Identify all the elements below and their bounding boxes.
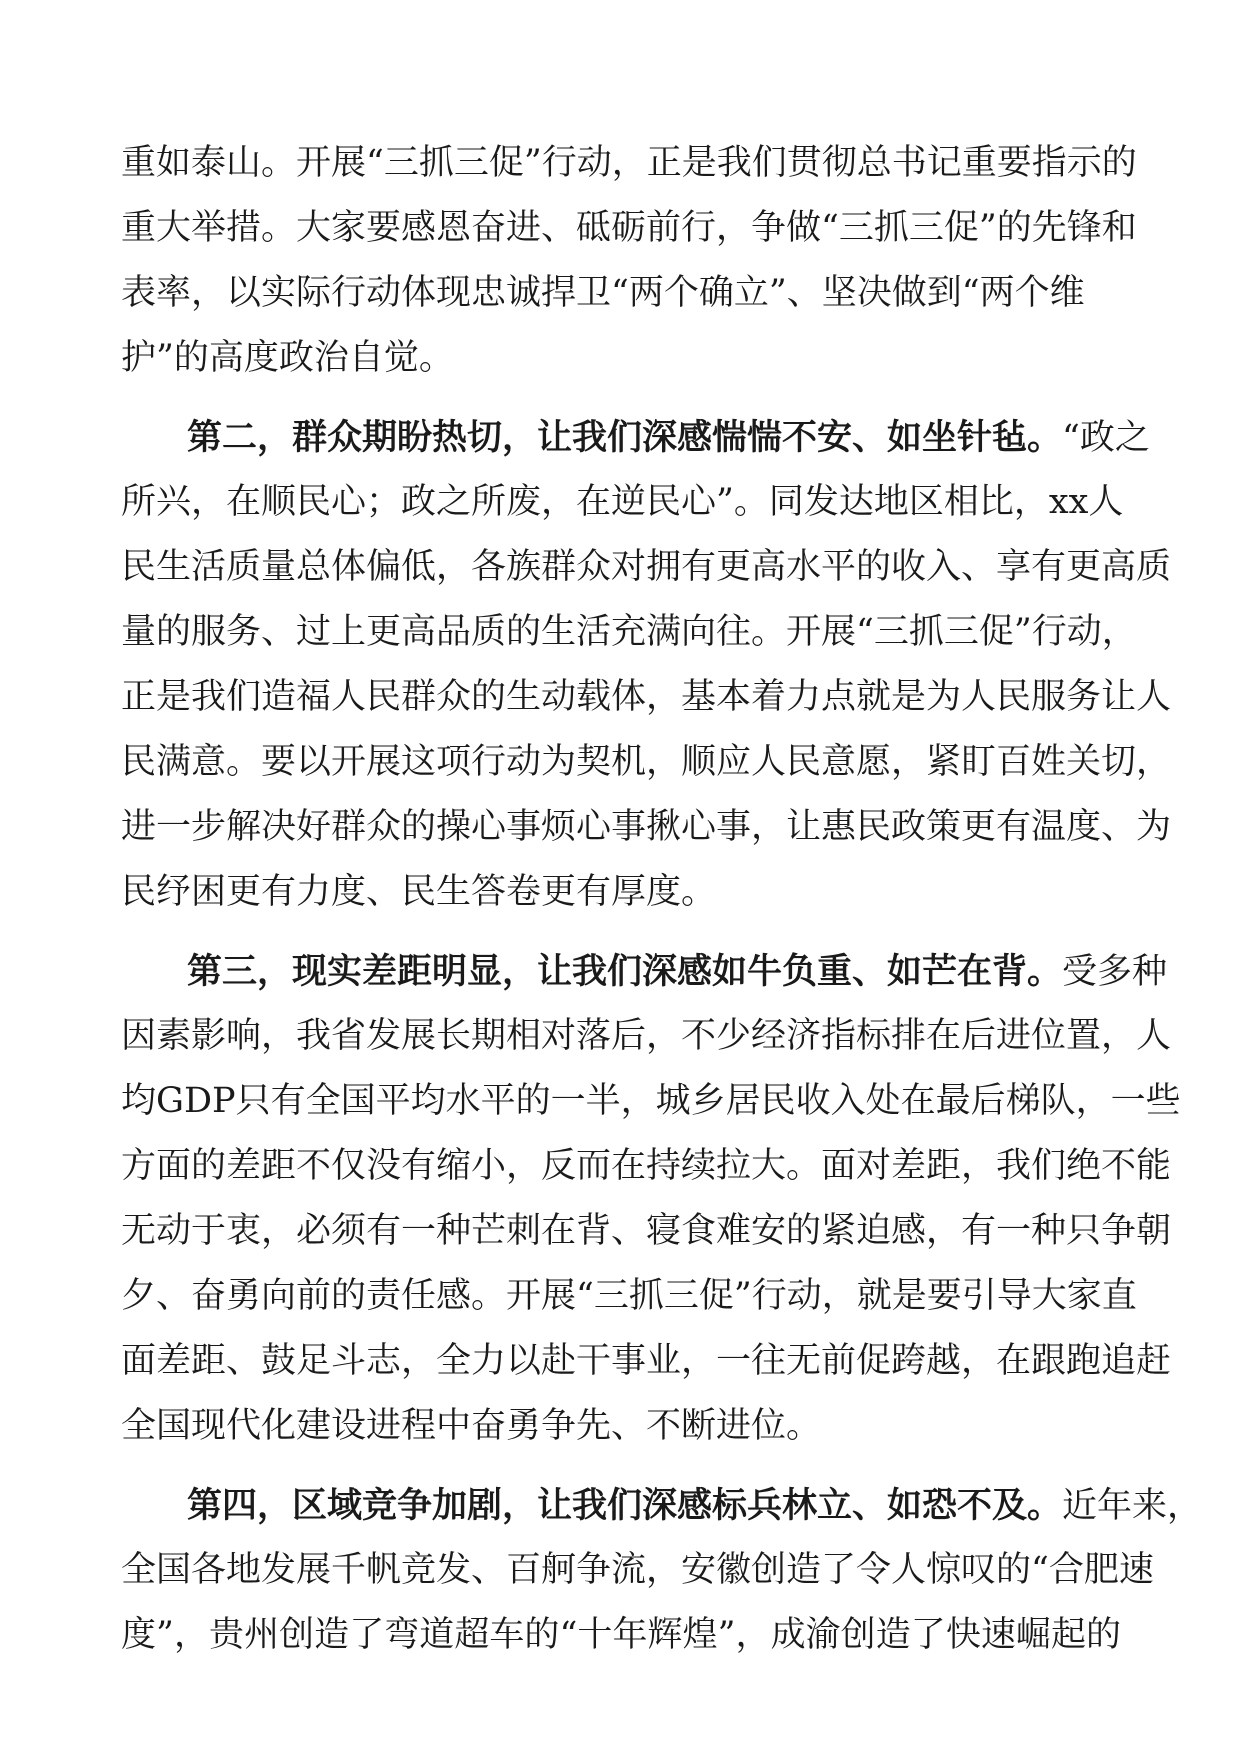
text-run: 夕、奋勇向前的责任感。开展“三抓三促”行动，就是要引导大家直 <box>121 1276 1137 1316</box>
text-line <box>121 1394 1121 1459</box>
paragraph-heading: 第四，区域竞争加剧，让我们深感标兵林立、如恐不及。 <box>187 1485 1063 1526</box>
text-line <box>121 1603 1121 1668</box>
text-run: 近年来， <box>1062 1486 1203 1526</box>
text-run: 重如泰山。开展“三抓三促”行动，正是我们贯彻总书记重要指示的 <box>121 143 1137 183</box>
text-run: 因素影响，我省发展长期相对落后，不少经济指标排在后进位置，人 <box>121 1016 1172 1056</box>
text-line <box>121 1069 1181 1134</box>
text-run: 受多种 <box>1062 952 1168 992</box>
paragraph-second-point <box>121 405 1172 925</box>
text-line <box>121 535 1172 600</box>
text-run: 民纾困更有力度、民生答卷更有厚度。 <box>121 872 717 912</box>
text-line <box>121 131 1137 196</box>
text-run: 面差距、鼓足斗志，全力以赴干事业，一往无前促跨越，在跟跑追赶 <box>121 1341 1172 1381</box>
document-body <box>121 131 1203 1668</box>
text-run: 护”的高度政治自觉。 <box>121 338 454 378</box>
text-line <box>121 860 1121 925</box>
text-run: 无动于衷，必须有一种芒刺在背、寝食难安的紧迫感，有一种只争朝 <box>121 1211 1172 1251</box>
paragraph-third-point <box>121 939 1181 1459</box>
text-line <box>121 1329 1172 1394</box>
text-run: 民满意。要以开展这项行动为契机，顺应人民意愿，紧盯百姓关切， <box>121 742 1172 782</box>
text-run: 全国各地发展千帆竞发、百舸争流，安徽创造了令人惊叹的“合肥速 <box>121 1550 1154 1590</box>
text-run: 正是我们造福人民群众的生动载体，基本着力点就是为人民服务让人 <box>121 677 1172 717</box>
paragraph-fourth-point <box>121 1473 1203 1668</box>
text-line <box>121 1134 1172 1199</box>
text-line <box>121 470 1124 535</box>
text-run: 均GDP只有全国平均水平的一半，城乡居民收入处在最后梯队，一些 <box>121 1081 1181 1121</box>
text-line <box>121 1538 1154 1603</box>
paragraph-heading: 第二，群众期盼热切，让我们深感惴惴不安、如坐针毡。 <box>187 417 1063 458</box>
text-line <box>121 795 1172 860</box>
text-line <box>121 326 1121 391</box>
text-line <box>121 730 1172 795</box>
text-run: 度”，贵州创造了弯道超车的“十年辉煌”，成渝创造了快速崛起的 <box>121 1615 1121 1655</box>
text-run: 量的服务、过上更高品质的生活充满向往。开展“三抓三促”行动， <box>121 612 1137 652</box>
text-line <box>121 600 1137 665</box>
paragraph-continuation <box>121 131 1137 391</box>
text-run: 所兴，在顺民心；政之所废，在逆民心”。同发达地区相比，xx人 <box>121 482 1124 522</box>
text-run: 方面的差距不仅没有缩小，反而在持续拉大。面对差距，我们绝不能 <box>121 1146 1172 1186</box>
text-line <box>121 1473 1203 1538</box>
text-line <box>121 405 1150 470</box>
text-line <box>121 665 1172 730</box>
text-run: 民生活质量总体偏低，各族群众对拥有更高水平的收入、享有更高质 <box>121 547 1172 587</box>
paragraph-heading: 第三，现实差距明显，让我们深感如牛负重、如芒在背。 <box>187 951 1063 992</box>
text-run: 表率，以实际行动体现忠诚捍卫“两个确立”、坚决做到“两个维 <box>121 273 1085 313</box>
text-line <box>121 1264 1137 1329</box>
text-line <box>121 261 1121 326</box>
text-run: 全国现代化建设进程中奋勇争先、不断进位。 <box>121 1406 822 1446</box>
text-run: 重大举措。大家要感恩奋进、砥砺前行，争做“三抓三促”的先锋和 <box>121 208 1137 248</box>
text-line <box>121 196 1137 261</box>
text-line <box>121 939 1168 1004</box>
text-run: 进一步解决好群众的操心事烦心事揪心事，让惠民政策更有温度、为 <box>121 807 1172 847</box>
text-line <box>121 1004 1172 1069</box>
text-run: “政之 <box>1062 418 1150 458</box>
text-line <box>121 1199 1172 1264</box>
